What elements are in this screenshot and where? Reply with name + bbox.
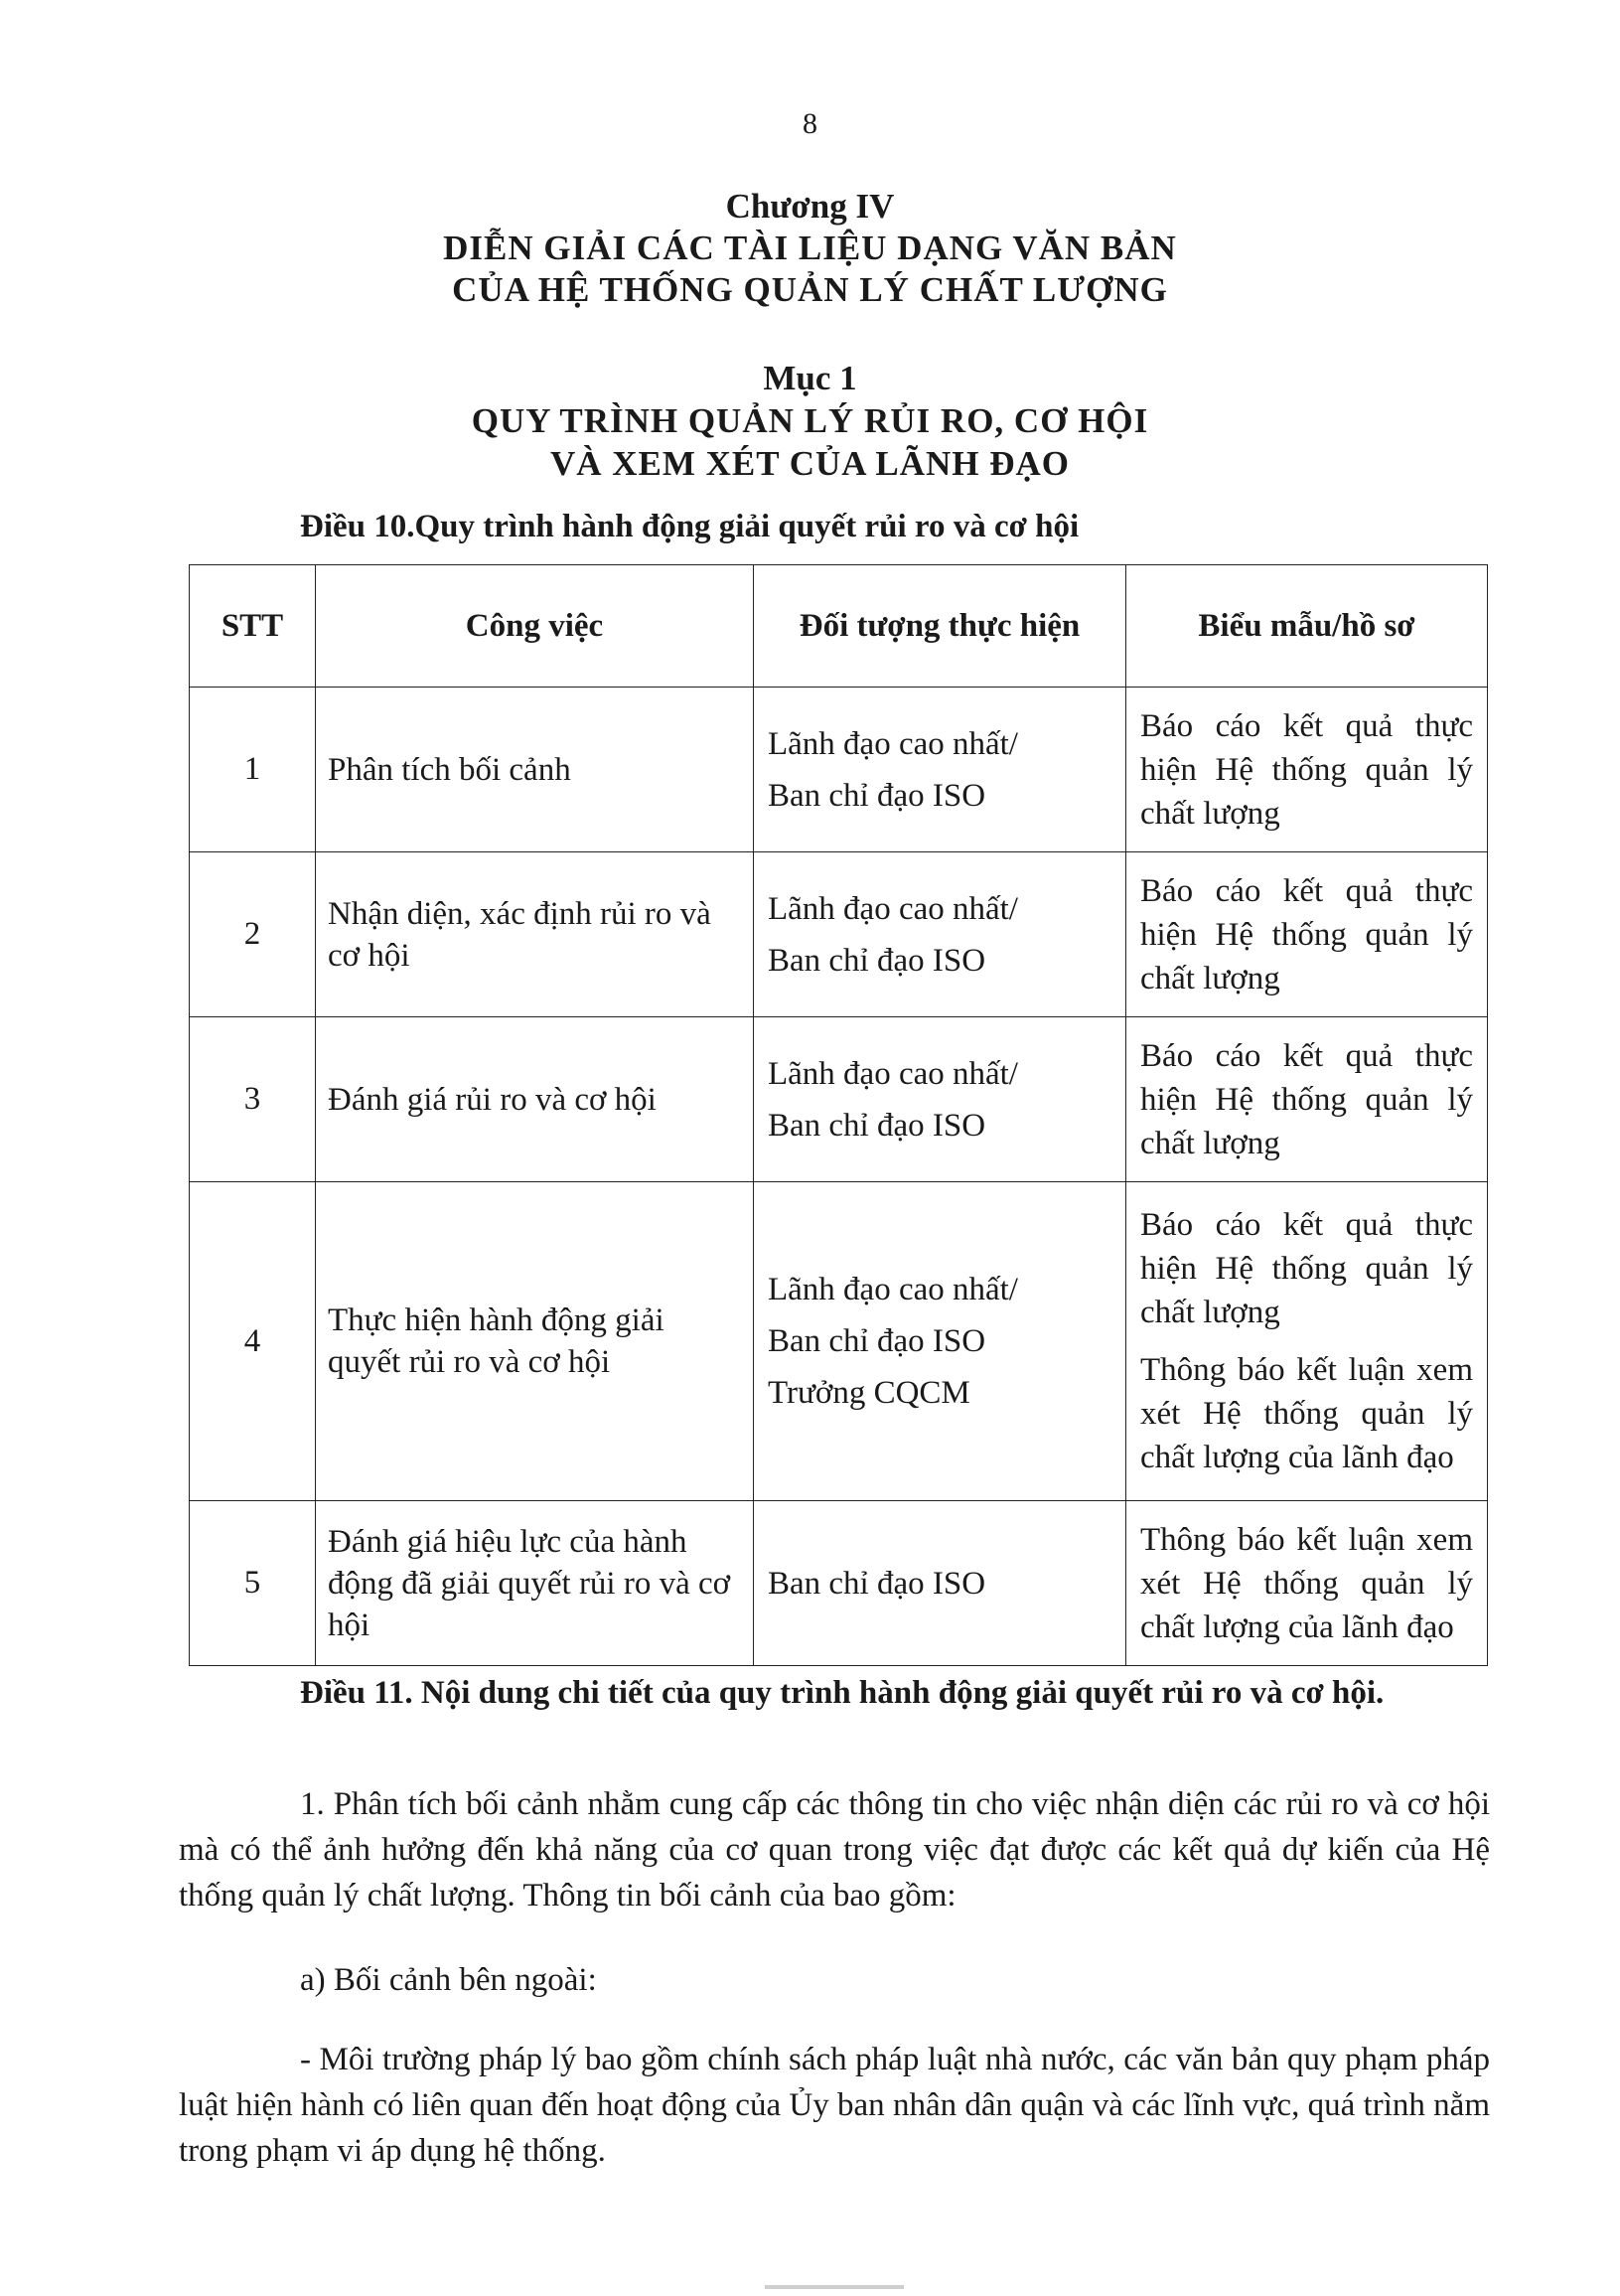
paragraph-external-context: a) Bối cảnh bên ngoài: <box>300 1962 597 1998</box>
row-form <box>1126 688 1488 852</box>
table-row <box>190 852 1488 1017</box>
chapter-label: Chương IV <box>725 187 895 226</box>
row-actor <box>754 1501 1126 1666</box>
actor-line: Trưởng CQCM <box>768 1375 970 1411</box>
footer-divider <box>765 2285 904 2289</box>
actor-line: Ban chỉ đạo ISO <box>768 777 986 814</box>
paragraph-context-analysis: 1. Phân tích bối cảnh nhằm cung cấp các thông tin cho việc nhận diện các rủi ro và cơ hội mà có thể ảnh hưởng đến khả năng của cơ quan trong việc đạt được các kết quả dự kiến của Hệ thống quản lý chất lượng. Thông tin bối cảnh của bao gồm: <box>179 1786 1490 1913</box>
header-stt: STT <box>190 565 316 688</box>
row-actor <box>754 1182 1126 1501</box>
table-row <box>190 1182 1488 1501</box>
article-10-heading: Điều 10.Quy trình hành động giải quyết rủi ro và cơ hội <box>300 509 1080 544</box>
actor-line: Ban chỉ đạo ISO <box>768 1323 986 1359</box>
actor-line: Lãnh đạo cao nhất/ <box>768 890 1018 927</box>
row-form <box>1126 1501 1488 1666</box>
actor-line: Lãnh đạo cao nhất/ <box>768 1272 1018 1307</box>
row-form <box>1126 852 1488 1017</box>
row-actor <box>754 852 1126 1017</box>
actor-line: Lãnh đạo cao nhất/ <box>768 1055 1018 1092</box>
row-task: Nhận diện, xác định rủi ro và cơ hội <box>316 852 754 1017</box>
actor-line: Lãnh đạo cao nhất/ <box>768 725 1018 762</box>
chapter-title-line1: DIỄN GIẢI CÁC TÀI LIỆU DẠNG VĂN BẢN <box>443 229 1177 267</box>
row-task: Phân tích bối cảnh <box>316 688 754 852</box>
actor-line: Ban chỉ đạo ISO <box>768 1565 986 1602</box>
article-11-heading: Điều 11. Nội dung chi tiết của quy trình hành động giải quyết rủi ro và cơ hội. <box>300 1675 1385 1711</box>
row-actor <box>754 688 1126 852</box>
table-row <box>190 1017 1488 1182</box>
row-actor <box>754 1017 1126 1182</box>
row-form <box>1126 1017 1488 1182</box>
actor-line: Ban chỉ đạo ISO <box>768 942 986 979</box>
header-actor: Đối tượng thực hiện <box>754 565 1126 688</box>
form-line: Báo cáo kết quả thực hiện Hệ thống quản lý chất lượng <box>1140 1037 1473 1161</box>
form-line: Thông báo kết luận xem xét Hệ thống quản lý chất lượng của lãnh đạo <box>1140 1352 1473 1475</box>
row-stt: 3 <box>190 1017 316 1182</box>
chapter-title-line2: CỦA HỆ THỐNG QUẢN LÝ CHẤT LƯỢNG <box>452 270 1168 309</box>
form-line: Thông báo kết luận xem xét Hệ thống quản lý chất lượng của lãnh đạo <box>1140 1521 1473 1645</box>
row-stt: 5 <box>190 1501 316 1666</box>
row-stt: 4 <box>190 1182 316 1501</box>
section-title-line2: VÀ XEM XÉT CỦA LÃNH ĐẠO <box>549 444 1071 483</box>
table-header-row <box>190 565 1488 688</box>
header-form: Biểu mẫu/hồ sơ <box>1126 565 1488 688</box>
actor-line: Ban chỉ đạo ISO <box>768 1107 986 1144</box>
section-title-line1: QUY TRÌNH QUẢN LÝ RỦI RO, CƠ HỘI <box>471 401 1149 440</box>
section-label: Mục 1 <box>763 359 857 397</box>
table-row <box>190 1501 1488 1666</box>
row-task: Đánh giá rủi ro và cơ hội <box>316 1017 754 1182</box>
process-table <box>189 564 1488 1666</box>
row-stt: 1 <box>190 688 316 852</box>
form-line: Báo cáo kết quả thực hiện Hệ thống quản lý chất lượng <box>1140 707 1473 832</box>
page-number: 8 <box>803 107 817 140</box>
row-task: Thực hiện hành động giải quyết rủi ro và cơ hội <box>316 1182 754 1501</box>
paragraph-legal-environment: - Môi trường pháp lý bao gồm chính sách pháp luật nhà nước, các văn bản quy phạm pháp luật hiện hành có liên quan đến hoạt động của Ủy ban nhân dân quận và các lĩnh vực, quá trình nằm trong phạm vi áp dụng hệ thống. <box>179 2042 1490 2169</box>
form-line: Báo cáo kết quả thực hiện Hệ thống quản lý chất lượng <box>1140 872 1473 996</box>
row-task: Đánh giá hiệu lực của hành động đã giải quyết rủi ro và cơ hội <box>316 1501 754 1666</box>
form-line: Báo cáo kết quả thực hiện Hệ thống quản lý chất lượng <box>1140 1207 1473 1330</box>
header-task: Công việc <box>316 565 754 688</box>
table-row <box>190 688 1488 852</box>
row-stt: 2 <box>190 852 316 1017</box>
row-form <box>1126 1182 1488 1501</box>
